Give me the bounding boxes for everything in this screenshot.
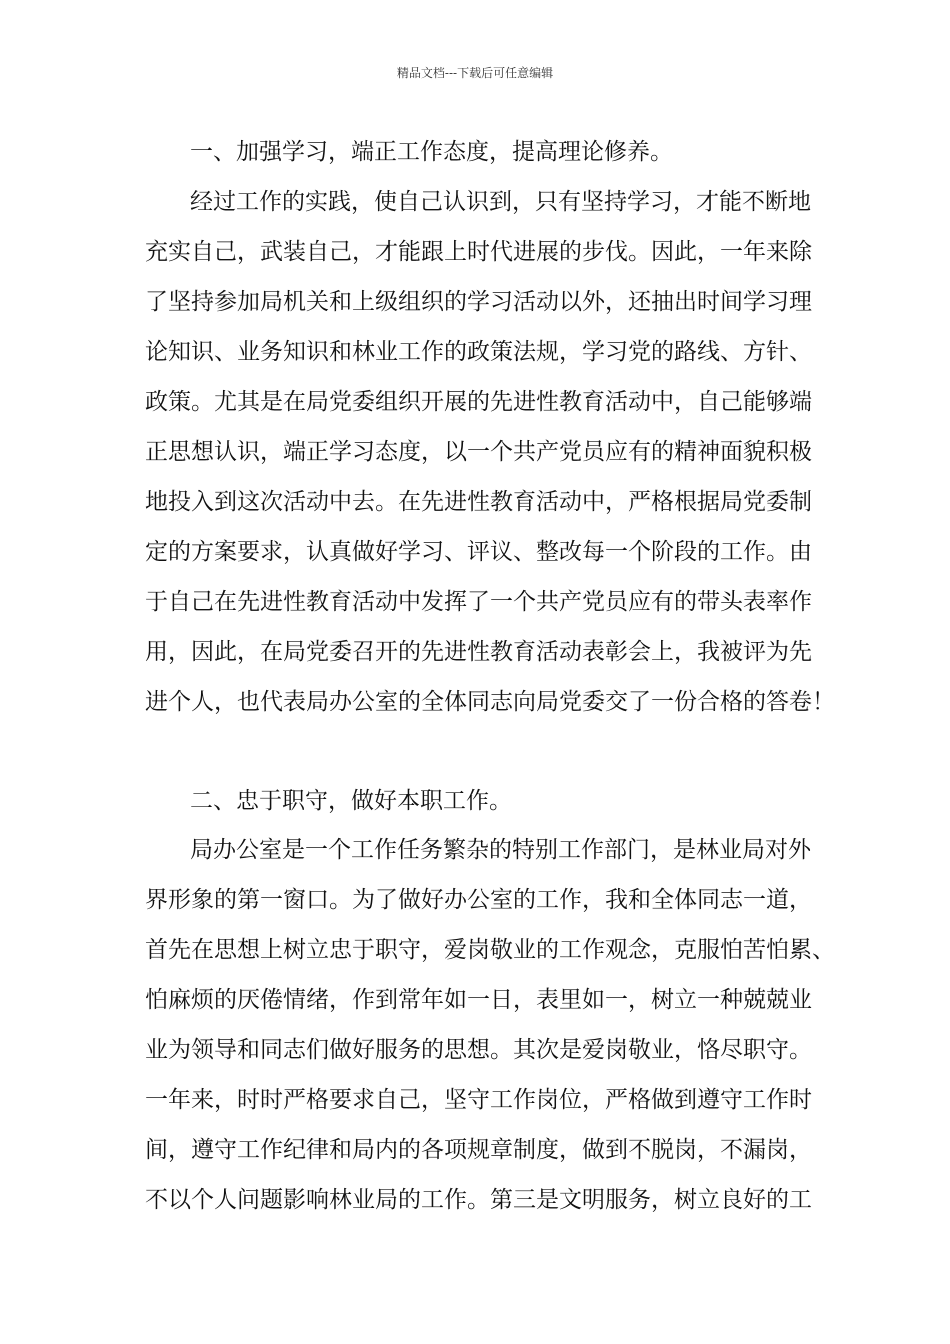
section2-heading: 二、忠于职守，做好本职工作。 — [190, 788, 512, 814]
section1-line: 充实自己，武装自己，才能跟上时代进展的步伐。因此，一年来除 — [145, 239, 812, 265]
section2-line: 不以个人问题影响林业局的工作。第三是文明服务，树立良好的工 — [145, 1187, 812, 1213]
page-header: 精品文档---下载后可任意编辑 — [396, 66, 554, 80]
section1-heading: 一、加强学习，端正工作态度，提高理论修养。 — [190, 139, 673, 165]
section1-line: 进个人，也代表局办公室的全体同志向局党委交了一份合格的答卷！ — [145, 689, 835, 715]
section1-line: 地投入到这次活动中去。在先进性教育活动中，严格根据局党委制 — [145, 489, 812, 515]
section2-line: 怕麻烦的厌倦情绪，作到常年如一日，表里如一，树立一种兢兢业 — [145, 987, 812, 1013]
section2-line: 首先在思想上树立忠于职守，爱岗敬业的工作观念，克服怕苦怕累、 — [145, 937, 835, 963]
section2-line: 间，遵守工作纪律和局内的各项规章制度，做到不脱岗，不漏岗， — [145, 1137, 812, 1163]
section1-line: 定的方案要求，认真做好学习、评议、整改每一个阶段的工作。由 — [145, 539, 812, 565]
section1-line: 正思想认识，端正学习态度，以一个共产党员应有的精神面貌积极 — [145, 439, 812, 465]
section2-line: 界形象的第一窗口。为了做好办公室的工作，我和全体同志一道， — [145, 887, 812, 913]
section1-line: 了坚持参加局机关和上级组织的学习活动以外，还抽出时间学习理 — [145, 289, 812, 315]
section2-line: 业为领导和同志们做好服务的思想。其次是爱岗敬业，恪尽职守。 — [145, 1037, 812, 1063]
section1-line: 经过工作的实践，使自己认识到，只有坚持学习，才能不断地 — [190, 189, 811, 215]
section1-line: 论知识、业务知识和林业工作的政策法规，学习党的路线、方针、 — [145, 339, 812, 365]
section1-line: 政策。尤其是在局党委组织开展的先进性教育活动中，自己能够端 — [145, 389, 812, 415]
section1-line: 用，因此，在局党委召开的先进性教育活动表彰会上，我被评为先 — [145, 639, 812, 665]
section2-line: 局办公室是一个工作任务繁杂的特别工作部门，是林业局对外 — [190, 837, 811, 863]
section1-line: 于自己在先进性教育活动中发挥了一个共产党员应有的带头表率作 — [145, 589, 812, 615]
section2-line: 一年来，时时严格要求自己，坚守工作岗位，严格做到遵守工作时 — [145, 1087, 812, 1113]
